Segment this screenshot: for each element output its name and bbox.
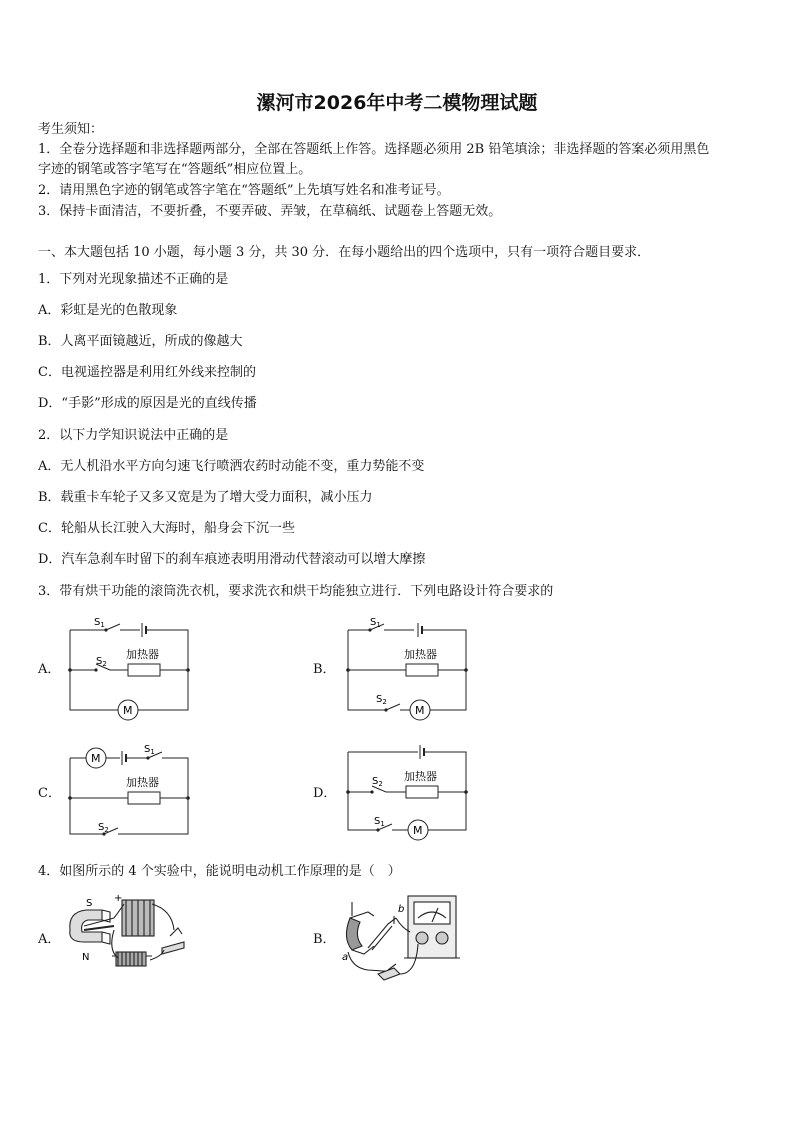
q3a-motor-label: M	[123, 704, 133, 717]
circuit-d	[340, 738, 480, 842]
q1-option-a: A．彩虹是光的色散现象	[38, 303, 178, 318]
notice-heading: 考生须知：	[38, 122, 104, 137]
section-heading: 一、本大题包括 10 小题，每小题 3 分，共 30 分．在每小题给出的四个选项中，只有一项符合题目要求．	[38, 245, 651, 260]
q4a-plus-label: +	[114, 893, 123, 904]
q4a-s-label: S	[86, 898, 93, 909]
notice-item-1: 1．全卷分选择题和非选择题两部分，全部在答题纸上作答。选择题必须用 2B 铅笔填涂；非选择题的答案必须用黑色	[38, 142, 710, 157]
q4-label-a: A．	[38, 932, 61, 947]
q3d-motor-label: M	[413, 824, 423, 837]
q3b-motor-label: M	[415, 704, 425, 717]
q3b-s2-label: $S_2$	[376, 694, 387, 706]
q3d-s2-label: $S_2$	[372, 776, 383, 788]
circuit-c	[62, 738, 202, 842]
notice-item-1-cont: 字迹的钢笔或答字笔写在“答题纸”相应位置上。	[38, 162, 312, 177]
q4-stem: 4．如图所示的 4 个实验中，能说明电动机工作原理的是（ ）	[38, 864, 401, 879]
q2-option-a: A．无人机沿水平方向匀速飞行喷洒农药时动能不变，重力势能不变	[38, 459, 425, 474]
q2-stem: 2．以下力学知识说法中正确的是	[38, 428, 229, 443]
circuit-a	[62, 612, 202, 716]
q4-label-b: B．	[313, 932, 336, 947]
q3a-s1-label: $S_1$	[94, 617, 105, 629]
q3-label-a: A．	[38, 662, 61, 677]
q3-stem: 3．带有烘干功能的滚筒洗衣机，要求洗衣和烘干均能独立进行．下列电路设计符合要求的	[38, 584, 554, 599]
q4a-n-label: N	[82, 952, 90, 963]
q4b-a-label: a	[342, 952, 349, 963]
page-title: 漯河市2026年中考二模物理试题	[256, 92, 538, 114]
q3a-s2-label: $S_2$	[96, 656, 107, 668]
q3b-heater-label: 加热器	[404, 648, 437, 661]
q3d-heater-label: 加热器	[404, 770, 437, 783]
q3-label-d: D．	[313, 786, 337, 801]
q2-option-b: B．载重卡车轮子又多又宽是为了增大受力面积，减小压力	[38, 490, 373, 505]
q3c-motor-label: M	[91, 752, 101, 765]
q2-option-c: C．轮船从长江驶入大海时，船身会下沉一些	[38, 521, 295, 536]
circuit-b	[340, 612, 480, 716]
q4b-b-label: b	[398, 904, 405, 915]
experiment-figure-b	[338, 888, 473, 984]
q3-label-b: B．	[313, 662, 336, 677]
q2-option-d: D．汽车急刹车时留下的刹车痕迹表明用滑动代替滚动可以增大摩擦	[38, 552, 426, 567]
q3a-heater-label: 加热器	[126, 648, 159, 661]
q3c-s2-label: $S_2$	[98, 822, 109, 834]
q3c-heater-label: 加热器	[126, 776, 159, 789]
q3-label-c: C．	[38, 786, 61, 801]
q3c-s1-label: $S_1$	[144, 744, 155, 756]
q3b-s1-label: $S_1$	[370, 617, 381, 629]
notice-item-3: 3．保持卡面清洁，不要折叠，不要弄破、弄皱，在草稿纸、试题卷上答题无效。	[38, 204, 502, 219]
q1-option-d: D．“手影”形成的原因是光的直线传播	[38, 396, 257, 411]
notice-item-2: 2．请用黑色字迹的钢笔或答字笔在“答题纸”上先填写姓名和准考证号。	[38, 183, 450, 198]
q1-option-b: B．人离平面镜越近，所成的像越大	[38, 334, 243, 349]
q1-option-c: C．电视遥控器是利用红外线来控制的	[38, 365, 256, 380]
q3d-s1-label: $S_1$	[374, 816, 385, 828]
q1-stem: 1．下列对光现象描述不正确的是	[38, 272, 229, 287]
experiment-figure-a	[62, 890, 197, 982]
